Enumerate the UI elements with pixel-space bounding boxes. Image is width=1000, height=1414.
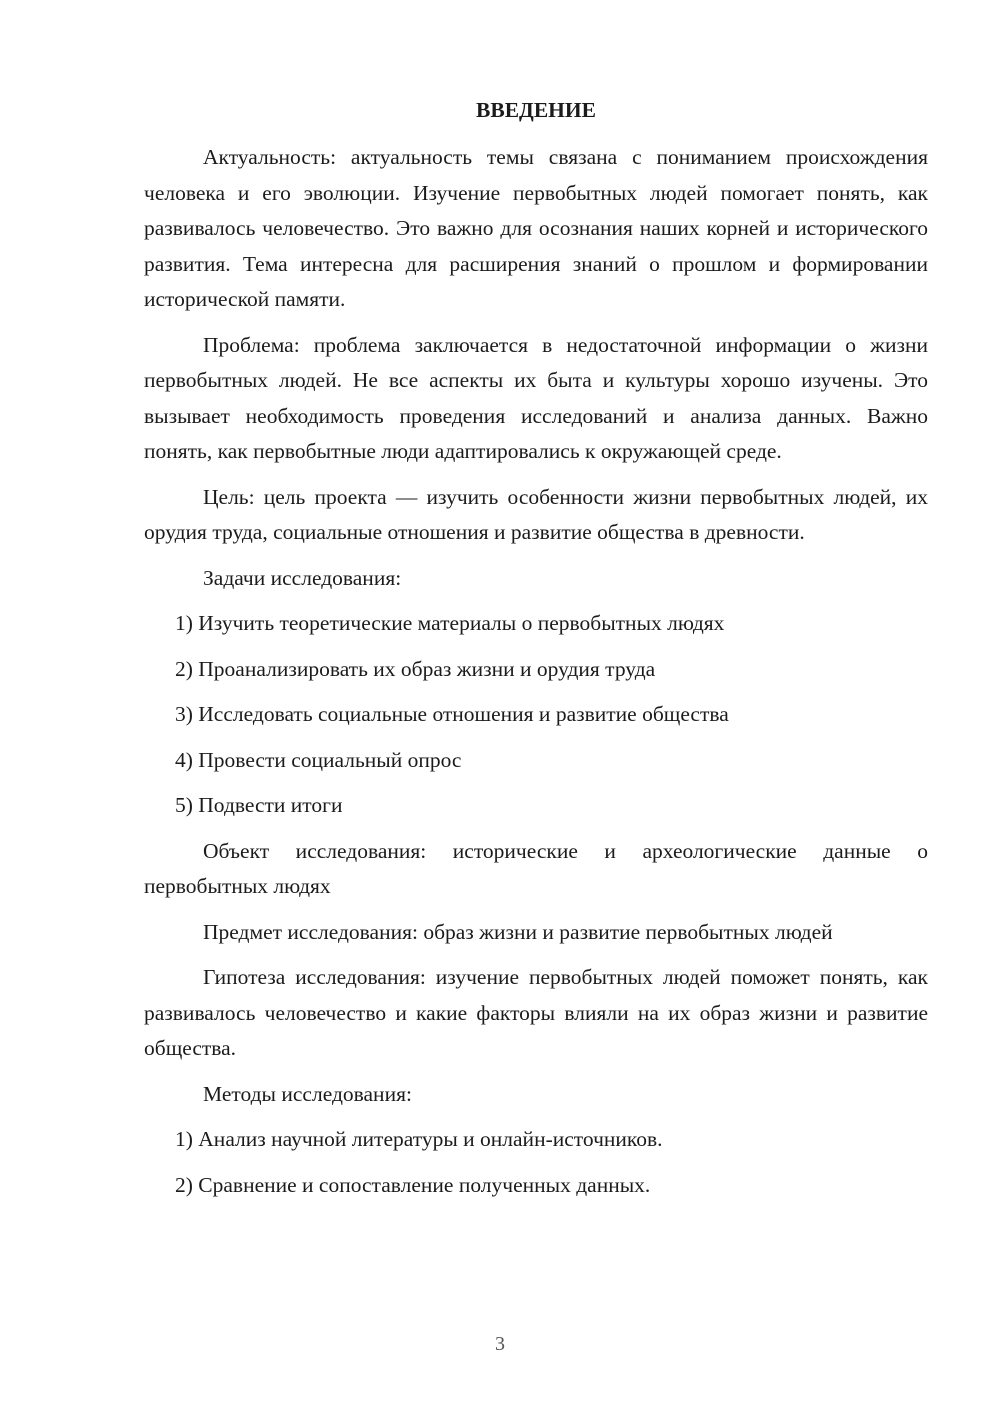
tasks-label: Задачи исследования: [203, 565, 402, 590]
list-item: 5) Подвести итоги [175, 793, 343, 817]
page-content [144, 93, 928, 1213]
list-item: 1) Анализ научной литературы и онлайн-источников. [175, 1127, 663, 1151]
list-item: 1) Изучить теоретические материалы о первобытных людях [175, 611, 725, 635]
page-number: 3 [495, 1333, 505, 1355]
relevance-paragraph: Актуальность: актуальность темы связана с пониманием происхождения человека и его эволюции. Изучение первобытных людей помогает понять, как развивалось человечество. Это важно для осознания наших корней и исторического развития. Тема интересна для расширения знаний о прошлом и формировании исторической памяти. [144, 145, 928, 311]
object-paragraph: Объект исследования: исторические и археологические данные о первобытных людях [144, 838, 928, 898]
list-item: 2) Сравнение и сопоставление полученных данных. [175, 1172, 651, 1197]
subject-paragraph: Предмет исследования: образ жизни и развитие первобытных людей [203, 919, 833, 944]
list-item: 2) Проанализировать их образ жизни и орудия труда [175, 656, 656, 681]
hypothesis-paragraph: Гипотеза исследования: изучение первобытных людей поможет понять, как развивалось человечество и какие факторы влияли на их образ жизни и развитие общества. [144, 965, 928, 1060]
goal-paragraph: Цель: цель проекта — изучить особенности жизни первобытных людей, их орудия труда, социальные отношения и развитие общества в древности. [144, 484, 928, 544]
list-item: 3) Исследовать социальные отношения и развитие общества [175, 702, 729, 726]
methods-list [144, 1122, 928, 1203]
methods-label: Методы исследования: [203, 1081, 412, 1106]
list-item: 4) Провести социальный опрос [175, 747, 462, 772]
tasks-list [144, 606, 928, 823]
page-title: ВВЕДЕНИЕ [476, 98, 596, 122]
problem-paragraph: Проблема: проблема заключается в недостаточной информации о жизни первобытных людей. Не все аспекты их быта и культуры хорошо изучены. Это вызывает необходимость проведения исследований и анализа данных. Важно понять, как первобытные люди адаптировались к окружающей среде. [144, 332, 928, 463]
